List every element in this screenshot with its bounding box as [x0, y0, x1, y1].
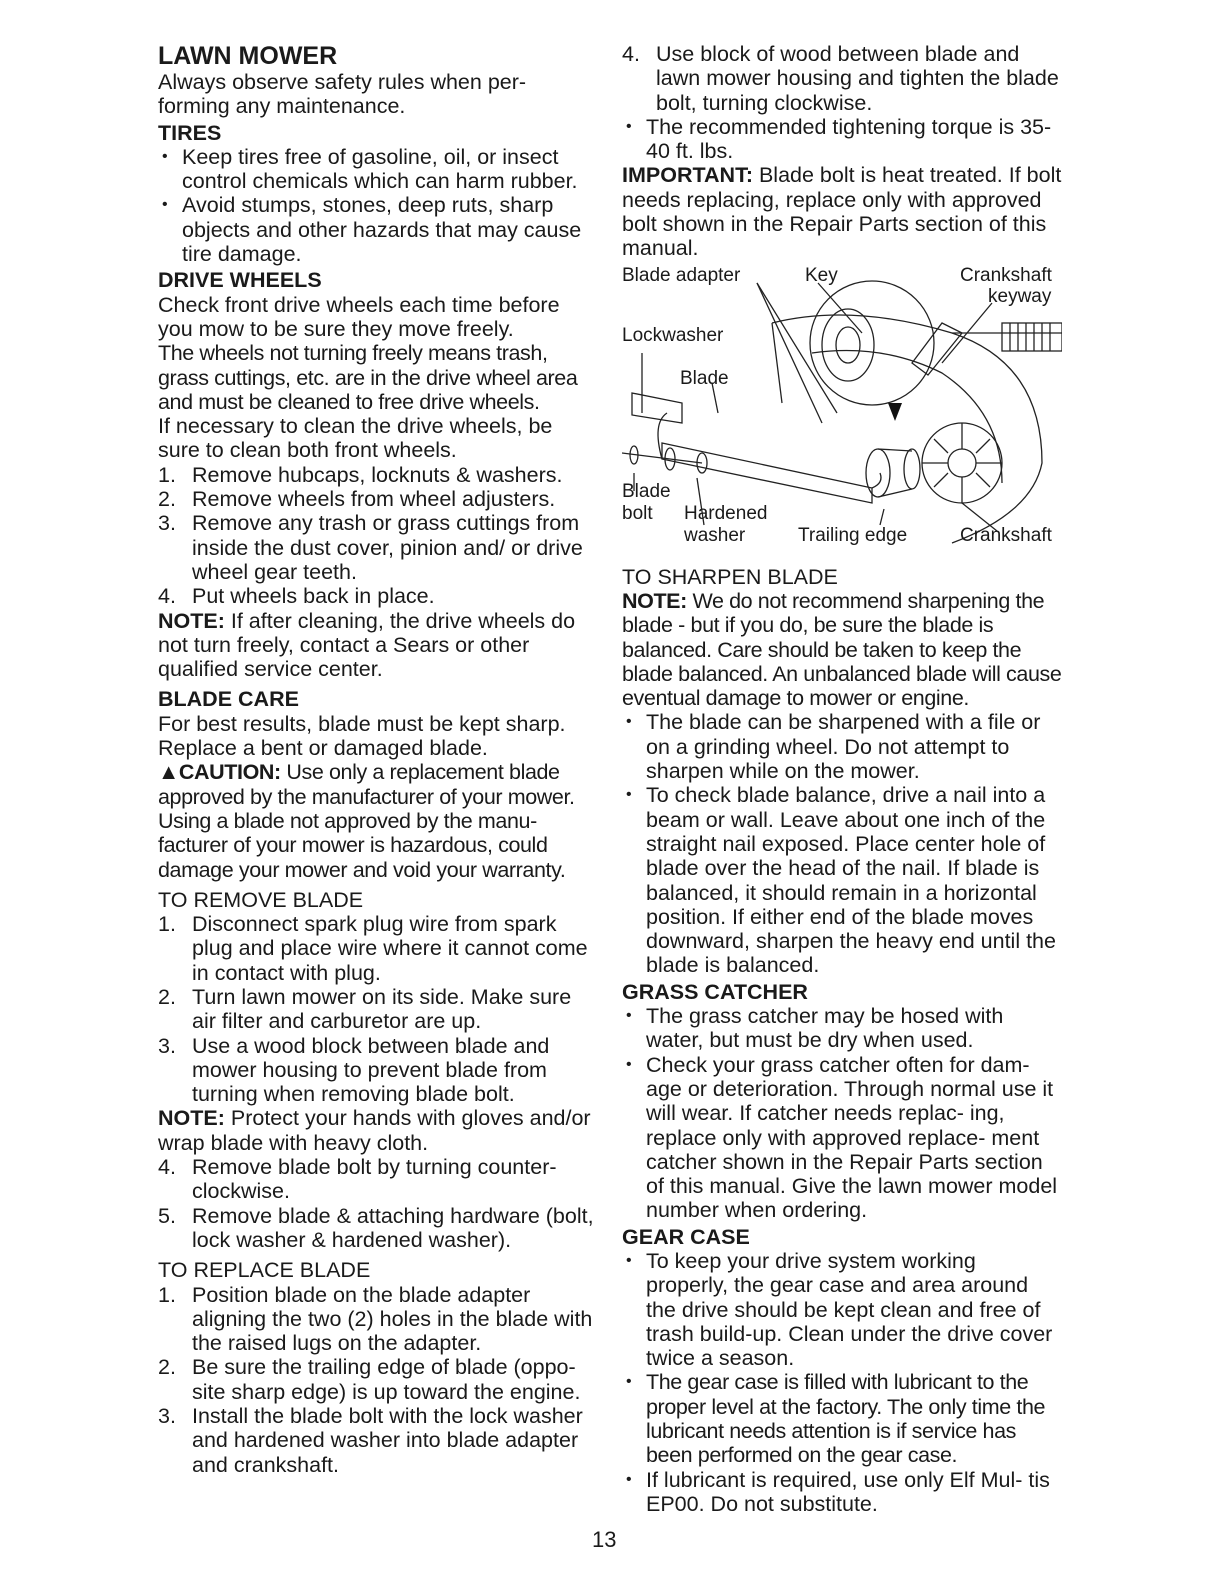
- list-item: 4. Remove blade bolt by turning counter- clockwise.: [158, 1155, 557, 1204]
- list-item: • Check your grass catcher often for dam- age or deterioration. Through normal use it will wear. If catcher needs replac- ing, replace only with approved replace- ment catcher shown in the Repair Parts section of this manual. Give the lawn mower model number when ordering.: [622, 1053, 1062, 1223]
- list-item: • Keep tires free of gasoline, oil, or insect control chemicals which can harm rubber.: [158, 145, 598, 194]
- list-item: • The recommended tightening torque is 35-40 ft. lbs.: [622, 115, 1062, 164]
- page-title: LAWN MOWER: [158, 42, 338, 70]
- remove-blade-steps: [158, 912, 598, 1106]
- list-item: • The blade can be sharpened with a file or on a grinding wheel. Do not attempt to sharpen while on the mower.: [622, 710, 1062, 783]
- tires-list: [158, 145, 598, 266]
- list-item: 2. Remove wheels from wheel adjusters.: [158, 487, 556, 512]
- caution-note: ▲CAUTION: Use only a replacement blade approved by the manufacturer of your mower. Using a blade not approved by the manu- facturer of your mower is hazardous, could damage your mower and void your warranty.: [158, 760, 575, 882]
- list-item: 5. Remove blade & attaching hardware (bolt, lock washer & hardened washer).: [158, 1203, 594, 1252]
- list-item: 4. Put wheels back in place.: [158, 584, 435, 609]
- label-blade-adapter: Blade adapter: [622, 264, 741, 286]
- sharpen-blade-heading: TO SHARPEN BLADE: [622, 564, 838, 589]
- drive-wheels-note: NOTE: If after cleaning, the drive wheels do not turn freely, contact a Sears or other qualified service center.: [158, 608, 576, 682]
- remove-blade-heading: TO REMOVE BLADE: [158, 887, 364, 912]
- label-blade: Blade: [680, 367, 729, 389]
- drive-wheels-para-3: If necessary to clean the drive wheels, be sure to clean both front wheels.: [158, 414, 553, 463]
- replace-blade-heading: TO REPLACE BLADE: [158, 1258, 371, 1283]
- list-item: 1. Disconnect spark plug wire from spark plug and place wire where it cannot come in contact with plug.: [158, 912, 588, 985]
- blade-care-heading: BLADE CARE: [158, 687, 299, 712]
- label-blade-bolt-2: bolt: [622, 502, 653, 524]
- tires-heading: TIRES: [158, 120, 222, 145]
- grass-catcher-list: [622, 1004, 1062, 1223]
- drive-wheels-para-2: The wheels not turning freely means trash, grass cuttings, etc. are in the drive wheel area and must be cleaned to free drive wheels.: [158, 341, 578, 414]
- gear-case-list: [622, 1249, 1062, 1516]
- left-column: [158, 42, 598, 1477]
- gear-case-heading: GEAR CASE: [622, 1224, 750, 1249]
- sharpen-list: [622, 710, 1062, 977]
- label-crankshaft: Crankshaft: [960, 524, 1052, 546]
- important-note: IMPORTANT: Blade bolt is heat treated. If bolt needs replacing, replace only with approved bolt shown in the Repair Parts section of this manual.: [622, 163, 1062, 261]
- list-item: 3. Install the blade bolt with the lock washer and hardened washer into blade adapter and crankshaft.: [158, 1404, 583, 1477]
- drive-wheels-para-1: Check front drive wheels each time before you mow to be sure they move freely.: [158, 292, 560, 341]
- label-crankshaft-keyway-1: Crankshaft: [960, 264, 1052, 286]
- label-crankshaft-keyway-2: keyway: [988, 285, 1052, 307]
- list-item: • The grass catcher may be hosed with water, but must be dry when used.: [622, 1004, 1062, 1053]
- list-item: • To keep your drive system working properly, the gear case and area around the drive should be kept clean and free of trash build-up. Clean under the drive cover twice a season.: [622, 1249, 1062, 1370]
- remove-blade-steps-2: [158, 1155, 598, 1252]
- list-item: 2. Turn lawn mower on its side. Make sure air filter and carburetor are up.: [158, 984, 572, 1034]
- label-hardened-washer-1: Hardened: [684, 502, 768, 524]
- list-item: 4. Use block of wood between blade and lawn mower housing and tighten the blade bolt, turning clockwise.: [622, 42, 1059, 115]
- intro-text: Always observe safety rules when per- forming any maintenance.: [158, 70, 527, 119]
- list-item: 1. Position blade on the blade adapter aligning the two (2) holes in the blade with the raised lugs on the adapter.: [158, 1282, 593, 1356]
- replace-blade-steps: [158, 1283, 598, 1477]
- grass-catcher-heading: GRASS CATCHER: [622, 979, 808, 1004]
- list-item: • If lubricant is required, use only Elf Mul- tis EP00. Do not substitute.: [622, 1468, 1062, 1517]
- sharpen-note: NOTE: We do not recommend sharpening the blade - but if you do, be sure the blade is balanced. Care should be taken to keep the blade balanced. An unbalanced blade will cause eventual damage to mower or engine.: [622, 588, 1062, 711]
- list-item: 3. Use a wood block between blade and mower housing to prevent blade from turning when removing blade bolt.: [158, 1033, 550, 1107]
- list-item: • To check blade balance, drive a nail into a beam or wall. Leave about one inch of the straight nail exposed. Place center hole of blade over the head of the nail. If blade is balanced, it should remain in a horizontal position. If either end of the blade moves downward, sharpen the heavy end until the blade is balanced.: [622, 783, 1062, 977]
- drive-wheels-steps: [158, 463, 598, 609]
- replace-blade-steps-cont: [622, 42, 1062, 115]
- list-item: • Avoid stumps, stones, deep ruts, sharp objects and other hazards that may cause tire damage.: [158, 193, 598, 266]
- warning-icon: ▲: [158, 760, 179, 785]
- label-blade-bolt-1: Blade: [622, 480, 671, 502]
- label-hardened-washer-2: washer: [684, 524, 746, 546]
- torque-list: [622, 115, 1062, 164]
- drive-wheels-heading: DRIVE WHEELS: [158, 268, 322, 293]
- blade-care-para: For best results, blade must be kept sharp. Replace a bent or damaged blade.: [158, 711, 566, 761]
- remove-blade-note: NOTE: Protect your hands with gloves and/or wrap blade with heavy cloth.: [158, 1106, 591, 1155]
- blade-assembly-diagram: [622, 263, 1062, 563]
- list-item: 3. Remove any trash or grass cuttings from inside the dust cover, pinion and/ or drive wheel gear teeth.: [158, 511, 583, 584]
- right-column: [622, 42, 1062, 1516]
- page-number: 13: [592, 1527, 617, 1552]
- list-item: 2. Be sure the trailing edge of blade (oppo- site sharp edge) is up toward the engine.: [158, 1355, 581, 1404]
- label-lockwasher: Lockwasher: [622, 324, 724, 346]
- list-item: 1. Remove hubcaps, locknuts & washers.: [158, 462, 563, 487]
- label-trailing-edge: Trailing edge: [798, 524, 908, 546]
- list-item: • The gear case is filled with lubricant to the proper level at the factory. The only time the lubricant needs attention is if service has been performed on the gear case.: [622, 1370, 1062, 1467]
- label-key: Key: [805, 264, 838, 286]
